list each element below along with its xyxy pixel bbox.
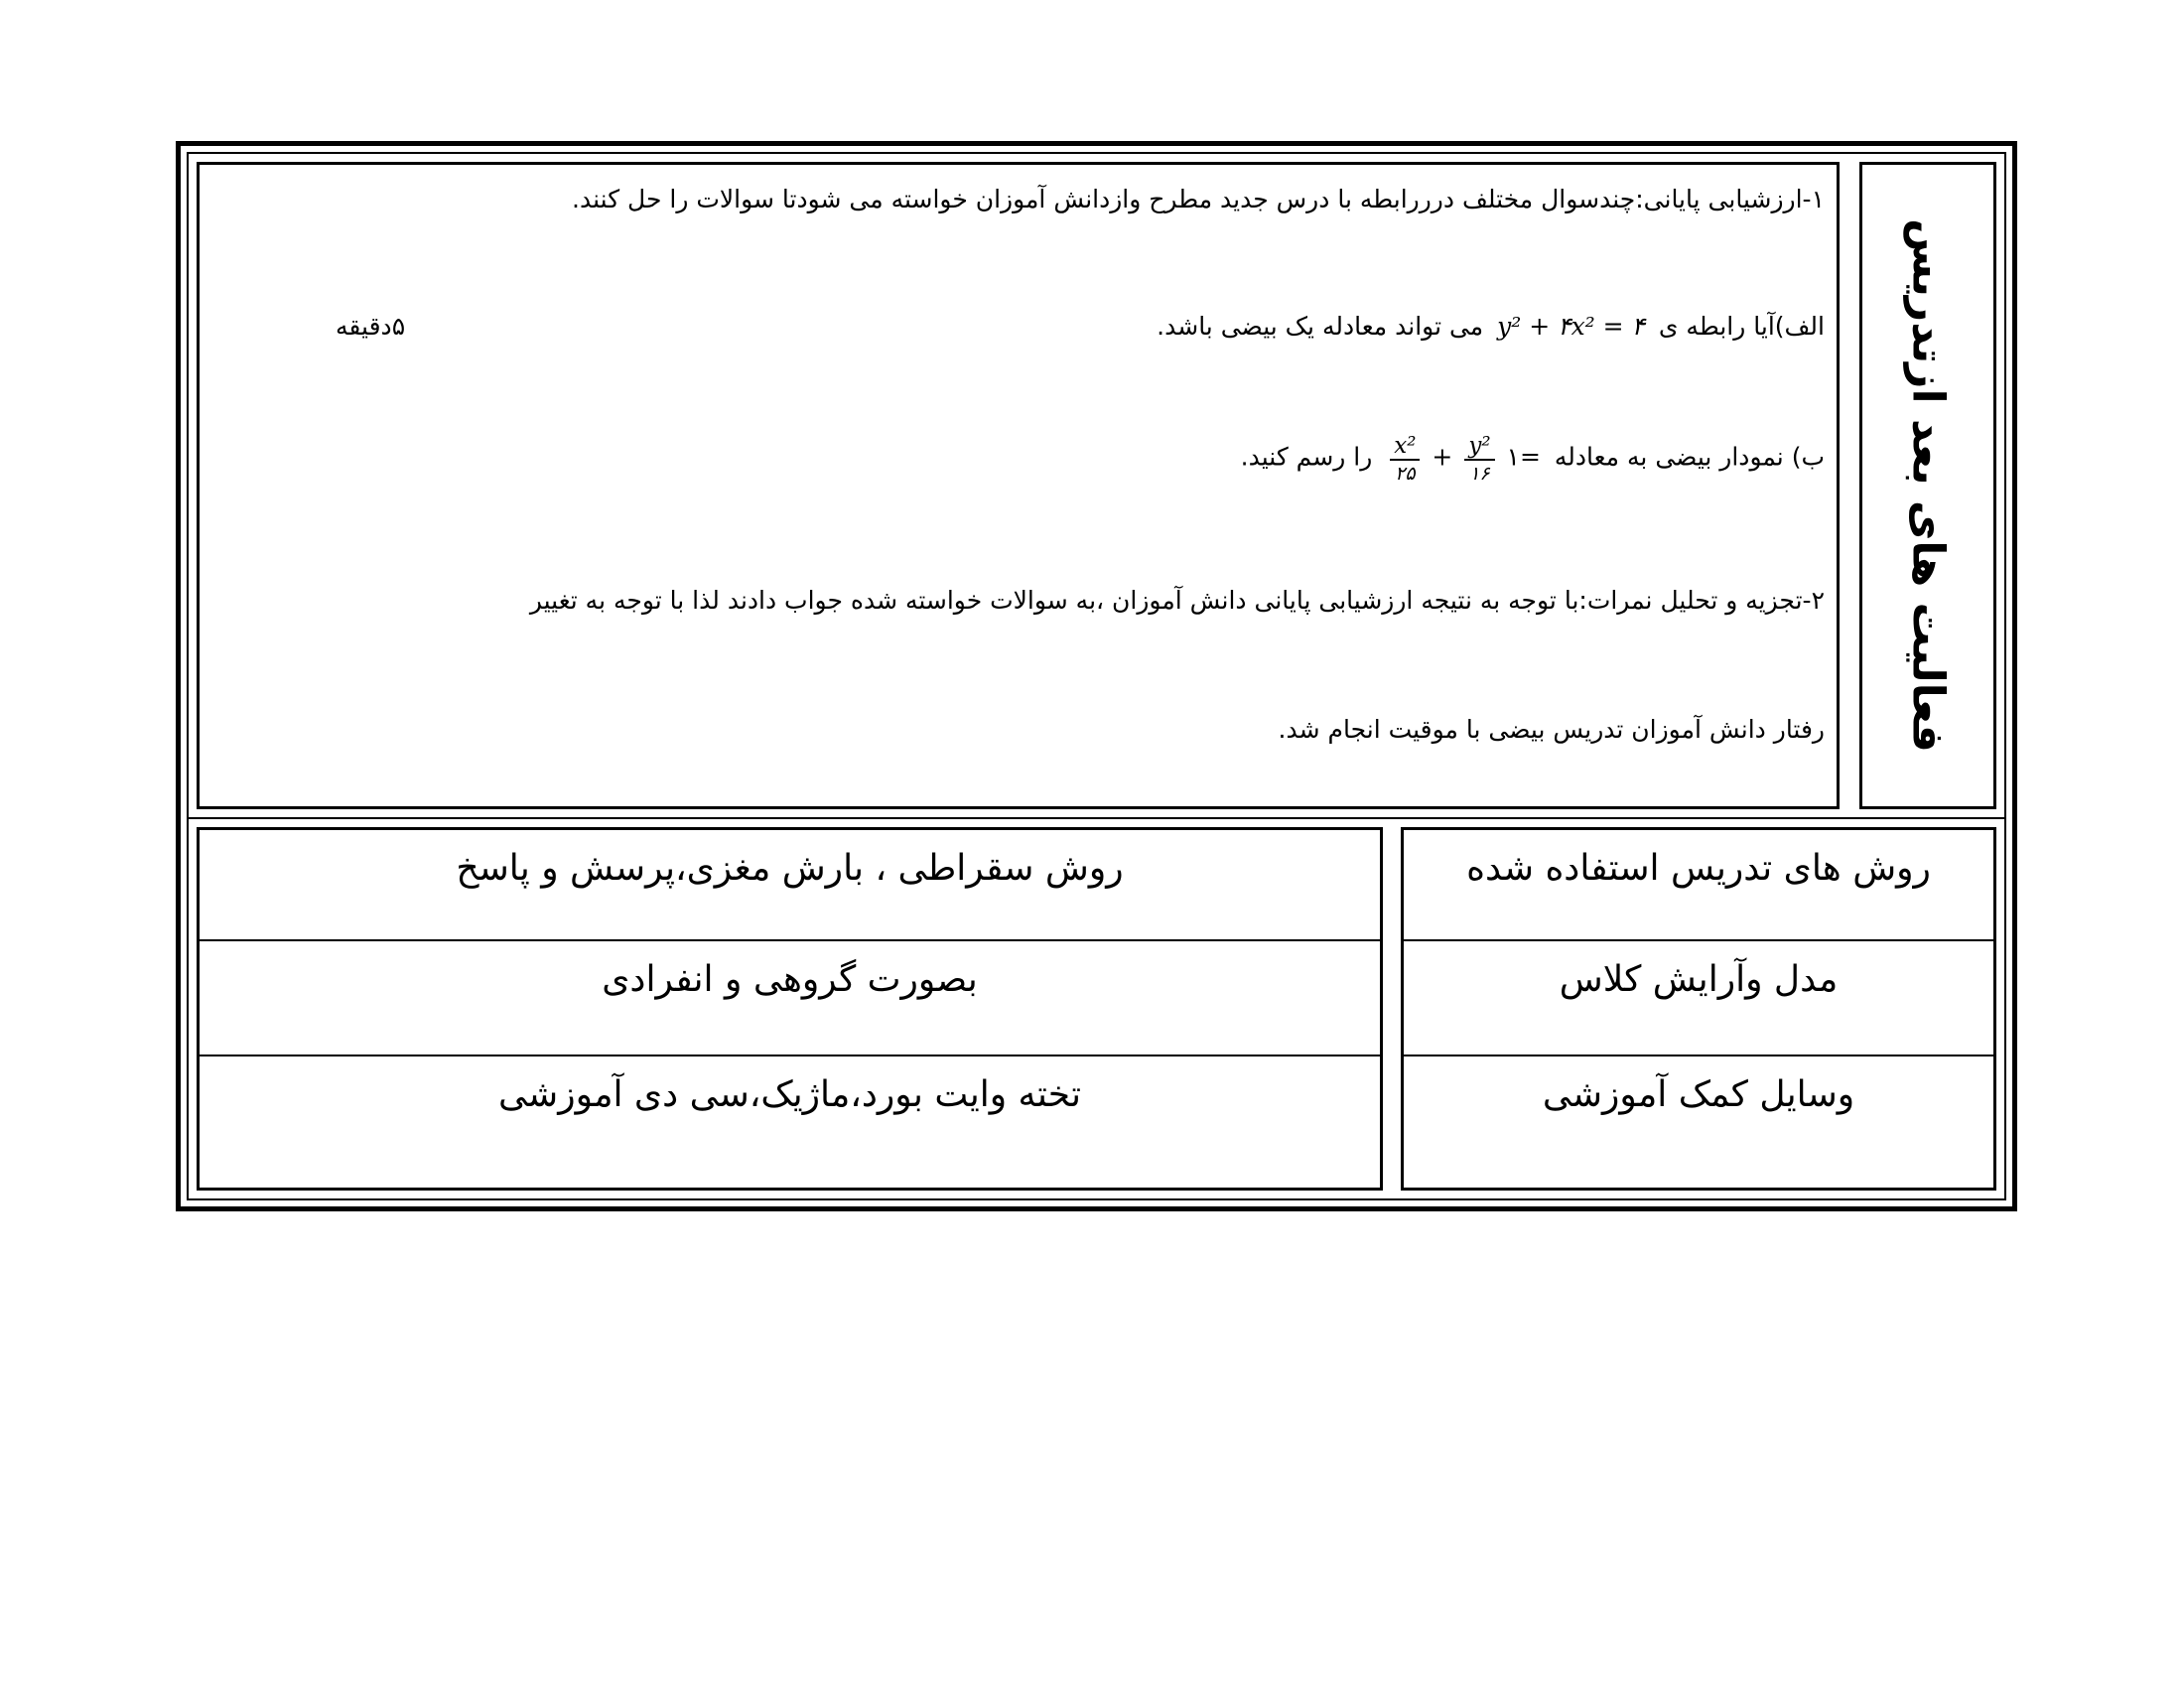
value-teaching-methods: روش سقراطی ، بارش مغزی،پرسش و پاسخ — [200, 830, 1380, 941]
plus-sign: + — [1432, 442, 1453, 472]
fraction-y-numerator: y² — [1464, 433, 1494, 461]
question-b-prefix: ب) نمودار بیضی به معادله — [1554, 442, 1825, 472]
table-inner-border — [187, 152, 2006, 1200]
value-column — [197, 827, 1383, 1191]
duration-label: ۵دقیقه — [336, 312, 406, 341]
activities-section — [189, 154, 2004, 819]
fraction-x-denominator: ۲۵ — [1395, 463, 1416, 485]
question-a-equation: y² + ۴x² = ۴ — [1497, 312, 1645, 341]
fraction-x-numerator: x² — [1390, 433, 1420, 461]
side-title-cell — [1859, 162, 1996, 809]
equals-one: =۱ — [1506, 442, 1541, 472]
question-b-suffix: را رسم کنید. — [1240, 442, 1373, 472]
side-title: فعالیت های بعد ازتدریس — [1902, 218, 1954, 753]
ellipse-equation — [1386, 433, 1541, 485]
methods-section — [189, 819, 2004, 1198]
activity-line-3 — [1241, 433, 1825, 485]
activity-line-4: ۲-تجزیه و تحلیل نمرات:با توجه به نتیجه ارزشیابی پایانی دانش آموزان ،به سوالات خواسته شده جواب دادند لذا با توجه به تغییر — [529, 586, 1825, 615]
activity-line-5: رفتار دانش آموزان تدریس بیضی با موقیت انجام شد. — [1278, 715, 1825, 744]
activity-line-1: ۱-ارزشیابی پایانی:چندسوال مختلف درررابطه با درس جدید مطرح وازدانش آموزان خواسته می شودتا سوالات را حل کنند. — [572, 185, 1825, 213]
question-a-suffix: می تواند معادله یک بیضی باشد. — [1157, 312, 1484, 341]
activity-line-2 — [1157, 312, 1825, 341]
label-teaching-aids: وسایل کمک آموزشی — [1542, 1074, 1855, 1115]
label-teaching-methods: روش های تدریس استفاده شده — [1404, 830, 1993, 941]
value-teaching-aids: تخته وایت بورد،ماژیک،سی دی آموزشی — [498, 1074, 1081, 1115]
value-class-model: بصورت گروهی و انفرادی — [200, 941, 1380, 1056]
question-a-prefix: الف)آیا رابطه ی — [1658, 312, 1825, 341]
fraction-x — [1390, 433, 1420, 485]
activities-content — [197, 162, 1840, 809]
fraction-y-denominator: ۱۶ — [1469, 463, 1490, 485]
lesson-plan-table — [176, 141, 2017, 1211]
fraction-y — [1464, 433, 1494, 485]
label-class-model: مدل وآرایش کلاس — [1404, 941, 1993, 1056]
label-column — [1401, 827, 1996, 1191]
